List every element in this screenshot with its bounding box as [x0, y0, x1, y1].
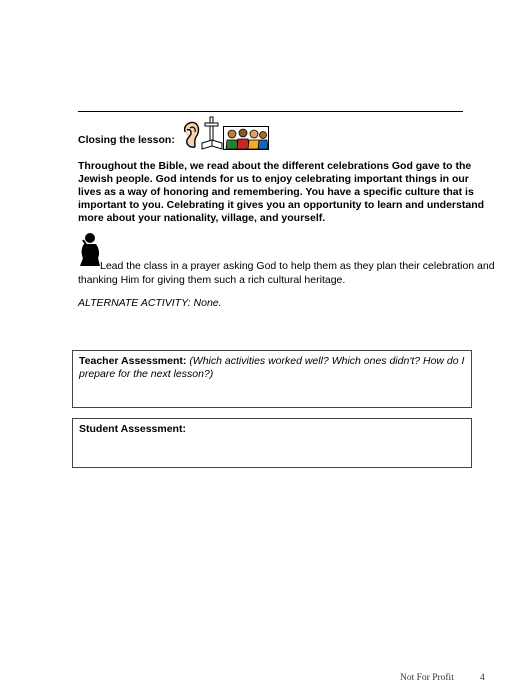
ear-icon — [181, 120, 201, 150]
footer-text: Not For Profit — [400, 673, 454, 683]
prayer-text: Lead the class in a prayer asking God to help them as they plan their celebration and thanking Him for giving them such a rich cultural heritage. — [78, 260, 495, 286]
teacher-assessment-box[interactable] — [72, 350, 472, 408]
student-assessment-label: Student Assessment: — [79, 423, 186, 435]
closing-heading-row — [78, 116, 269, 150]
teacher-assessment-prompt: (Which activities worked well? Which ones didn't? How do I prepare for the next lesson?) — [79, 355, 465, 380]
closing-icons — [181, 116, 269, 150]
closing-label: Closing the lesson: — [78, 134, 175, 146]
page-number: 4 — [480, 673, 485, 683]
closing-paragraph: Throughout the Bible, we read about the different celebrations God gave to the Jewish people. God intends for us to enjoy celebrating important things in our lives as a way of honoring and remembering. You have a specific culture that is important to you. Celebrating it gives you an opportunity to learn and understand more about your nationality, village, and yourself. — [78, 160, 485, 224]
alternate-activity: ALTERNATE ACTIVITY: None. — [78, 297, 222, 309]
cross-bible-icon — [201, 116, 223, 150]
page-footer — [400, 673, 485, 683]
student-assessment-box[interactable] — [72, 418, 472, 468]
section-divider — [78, 111, 463, 112]
children-group-icon — [223, 126, 269, 150]
teacher-assessment-label: Teacher Assessment: — [79, 355, 187, 367]
